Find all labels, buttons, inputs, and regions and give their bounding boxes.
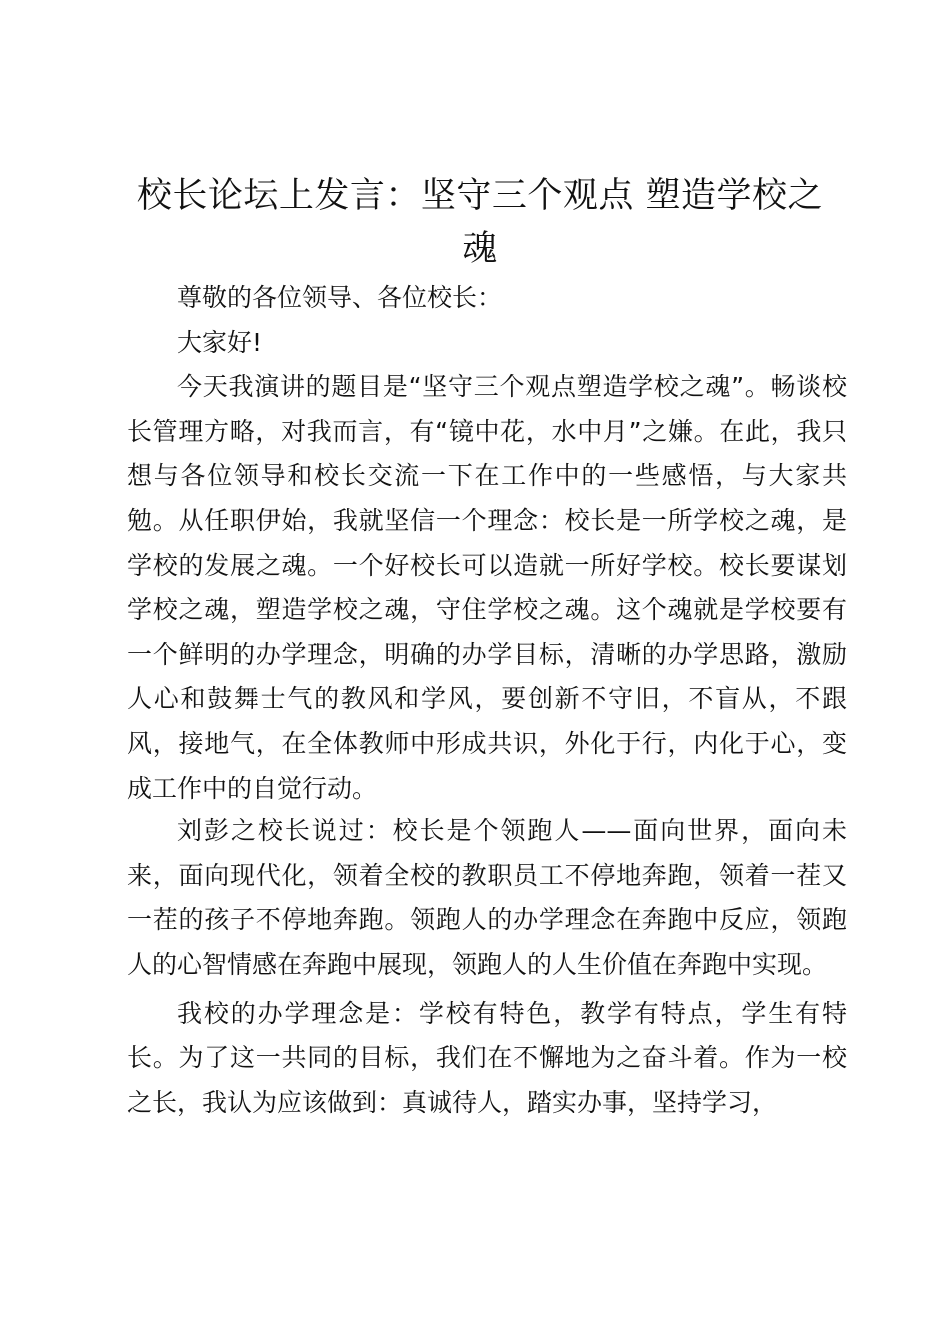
- body-paragraph: 今天我演讲的题目是“坚守三个观点塑造学校之魂”。畅谈校长管理方略，对我而言，有“镜中花，水中月”之嫌。在此，我只想与各位领导和校长交流一下在工作中的一些感悟，与大家共勉。从任职伊始，我就坚信一个理念：校长是一所学校之魂，是学校的发展之魂。一个好校长可以造就一所好学校。校长要谋划学校之魂，塑造学校之魂，守住学校之魂。这个魂就是学校要有一个鲜明的办学理念，明确的办学目标，清晰的办学思路，激励人心和鼓舞士气的教风和学风，要创新不守旧，不盲从，不跟风，接地气，在全体教师中形成共识，外化于行，内化于心，变成工作中的自觉行动。: [127, 372, 847, 803]
- body-paragraph: 刘彭之校长说过：校长是个领跑人——面向世界，面向未来，面向现代化，领着全校的教职员工不停地奔跑，领着一茬又一茬的孩子不停地奔跑。领跑人的办学理念在奔跑中反应，领跑人的心智情感在奔跑中展现，领跑人的人生价值在奔跑中实现。: [127, 816, 847, 979]
- greeting-paragraph: 大家好!: [177, 327, 263, 357]
- document-body: [127, 276, 847, 1125]
- document-title: 校长论坛上发言：坚守三个观点 塑造学校之魂: [136, 176, 824, 269]
- body-paragraph: 我校的办学理念是：学校有特色，教学有特点，学生有特长。为了这一共同的目标，我们在不懈地为之奋斗着。作为一校之长，我认为应该做到：真诚待人，踏实办事，坚持学习，: [127, 998, 847, 1117]
- salutation-paragraph: 尊敬的各位领导、各位校长：: [177, 283, 503, 312]
